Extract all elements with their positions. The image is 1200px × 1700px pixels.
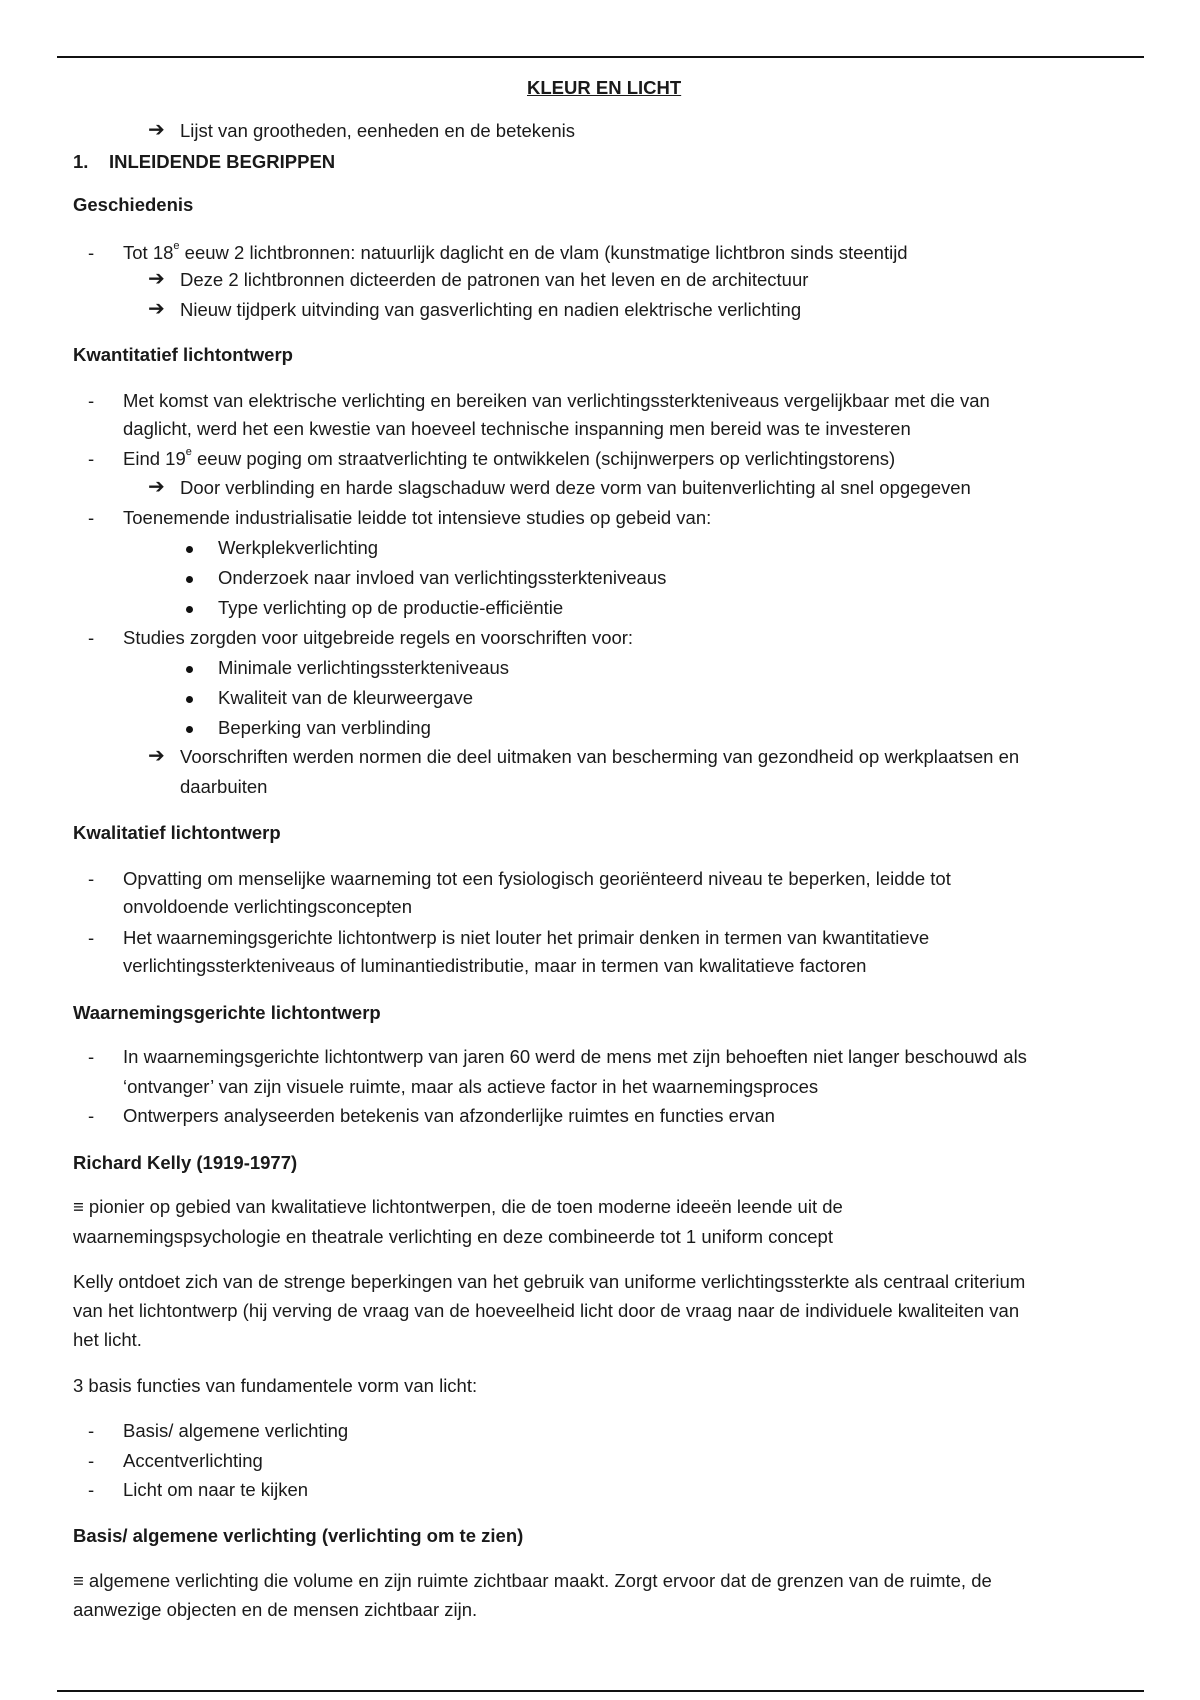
dash-bullet: - bbox=[88, 1105, 95, 1126]
heading-kwalitatief: Kwalitatief lichtontwerp bbox=[73, 822, 281, 843]
kelly-p1-line-1: ≡ pionier op gebied van kwalitatieve lichtontwerpen, die de toen moderne ideeën leende uit de bbox=[73, 1196, 843, 1217]
bullet-list-item: Kwaliteit van de kleurweergave bbox=[218, 687, 474, 708]
function-item: Licht om naar te kijken bbox=[123, 1479, 309, 1500]
arrow-icon: ➔ bbox=[148, 298, 165, 320]
heading-kwantitatief: Kwantitatief lichtontwerp bbox=[73, 344, 293, 365]
heading-richard-kelly: Richard Kelly (1919-1977) bbox=[73, 1152, 298, 1173]
kelly-p2-line-3: het licht. bbox=[73, 1329, 142, 1350]
kwantitatief-item-2: Eind 19e eeuw poging om straatverlichting te ontwikkelen (schijnwerpers op verlichtingstorens) bbox=[123, 446, 896, 469]
kelly-p2-line-1: Kelly ontdoet zich van de strenge beperkingen van het gebruik van uniforme verlichtingssterkte als centraal criterium bbox=[73, 1271, 1026, 1292]
dash-bullet: - bbox=[88, 1046, 95, 1067]
dash-bullet: - bbox=[88, 627, 95, 648]
heading-waarnemingsgericht: Waarnemingsgerichte lichtontwerp bbox=[73, 1002, 381, 1023]
bullet-dot bbox=[186, 666, 193, 673]
bullet-list-item: Werkplekverlichting bbox=[218, 537, 379, 558]
bullet-dot bbox=[186, 546, 193, 553]
intro-arrow-text: Lijst van grootheden, eenheden en de betekenis bbox=[180, 120, 575, 141]
geschiedenis-item-1: Tot 18e eeuw 2 lichtbronnen: natuurlijk daglicht en de vlam (kunstmatige lichtbron sinds steentijd bbox=[123, 240, 908, 263]
function-item: Basis/ algemene verlichting bbox=[123, 1420, 349, 1441]
kwantitatief-item-4: Studies zorgden voor uitgebreide regels en voorschriften voor: bbox=[123, 627, 634, 648]
waarneming-item-2: Ontwerpers analyseerden betekenis van afzonderlijke ruimtes en functies ervan bbox=[123, 1105, 775, 1126]
kelly-p3: 3 basis functies van fundamentele vorm van licht: bbox=[73, 1375, 478, 1396]
kwalitatief-item-2-line-1: Het waarnemingsgerichte lichtontwerp is niet louter het primair denken in termen van kwantitatieve bbox=[123, 927, 930, 948]
bottom-rule bbox=[57, 1690, 1144, 1692]
arrow-icon: ➔ bbox=[148, 745, 165, 767]
dash-bullet: - bbox=[88, 1450, 95, 1471]
dash-bullet: - bbox=[88, 868, 95, 889]
bullet-list-item: Beperking van verblinding bbox=[218, 717, 431, 738]
waarneming-item-1-line-1: In waarnemingsgerichte lichtontwerp van jaren 60 werd de mens met zijn behoeften niet langer beschouwd als bbox=[123, 1046, 1027, 1067]
dash-bullet: - bbox=[88, 390, 95, 411]
kwantitatief-arrow-2-line-1: Voorschriften werden normen die deel uitmaken van bescherming van gezondheid op werkplaatsen en bbox=[180, 746, 1020, 767]
bullet-dot bbox=[186, 576, 193, 583]
kwalitatief-item-1-line-2: onvoldoende verlichtingsconcepten bbox=[123, 896, 413, 917]
kelly-p2-line-2: van het lichtontwerp (hij verving de vraag van de hoeveelheid licht door de vraag naar de individuele kwaliteiten van bbox=[73, 1300, 1020, 1321]
function-item: Accentverlichting bbox=[123, 1450, 263, 1471]
bullet-list-item: Onderzoek naar invloed van verlichtingssterkteniveaus bbox=[218, 567, 667, 588]
kwalitatief-item-1-line-1: Opvatting om menselijke waarneming tot een fysiologisch georiënteerd niveau te beperken, leidde tot bbox=[123, 868, 951, 889]
section-title: INLEIDENDE BEGRIPPEN bbox=[109, 151, 336, 172]
geschiedenis-arrow-1: Deze 2 lichtbronnen dicteerden de patronen van het leven en de architectuur bbox=[180, 269, 809, 290]
basis-p1-line-1: ≡ algemene verlichting die volume en zijn ruimte zichtbaar maakt. Zorgt ervoor dat de grenzen van de ruimte, de bbox=[73, 1570, 992, 1591]
waarneming-item-1-line-2: ‘ontvanger’ van zijn visuele ruimte, maar als actieve factor in het waarnemingsproces bbox=[123, 1076, 819, 1097]
bullet-dot bbox=[186, 726, 193, 733]
dash-bullet: - bbox=[88, 1479, 95, 1500]
geschiedenis-arrow-2: Nieuw tijdperk uitvinding van gasverlichting en nadien elektrische verlichting bbox=[180, 299, 802, 320]
kwantitatief-arrow-2-line-2: daarbuiten bbox=[180, 776, 268, 797]
dash-bullet: - bbox=[88, 448, 95, 469]
kelly-p1-line-2: waarnemingspsychologie en theatrale verlichting en deze combineerde tot 1 uniform concept bbox=[73, 1226, 833, 1247]
top-rule bbox=[57, 56, 1144, 58]
dash-bullet: - bbox=[88, 1420, 95, 1441]
arrow-icon: ➔ bbox=[148, 119, 165, 141]
bullet-dot bbox=[186, 696, 193, 703]
heading-geschiedenis: Geschiedenis bbox=[73, 194, 194, 215]
dash-bullet: - bbox=[88, 507, 95, 528]
bullet-list-item: Minimale verlichtingssterkteniveaus bbox=[218, 657, 509, 678]
arrow-icon: ➔ bbox=[148, 476, 165, 498]
page-title: KLEUR EN LICHT bbox=[527, 77, 682, 98]
dash-bullet: - bbox=[88, 242, 95, 263]
dash-bullet: - bbox=[88, 927, 95, 948]
basis-p1-line-2: aanwezige objecten en de mensen zichtbaar zijn. bbox=[73, 1599, 478, 1620]
heading-basis-verlichting: Basis/ algemene verlichting (verlichting om te zien) bbox=[73, 1525, 524, 1546]
bullet-dot bbox=[186, 606, 193, 613]
kwantitatief-item-1-line-2: daglicht, werd het een kwestie van hoeveel technische inspanning men bereid was te investeren bbox=[123, 418, 911, 439]
section-number: 1. bbox=[73, 151, 89, 172]
kwantitatief-arrow-1: Door verblinding en harde slagschaduw werd deze vorm van buitenverlichting al snel opgegeven bbox=[180, 477, 971, 498]
bullet-list-item: Type verlichting op de productie-efficiëntie bbox=[218, 597, 564, 618]
kwalitatief-item-2-line-2: verlichtingssterkteniveaus of luminantiedistributie, maar in termen van kwalitatieve factoren bbox=[123, 955, 867, 976]
arrow-icon: ➔ bbox=[148, 268, 165, 290]
kwantitatief-item-3: Toenemende industrialisatie leidde tot intensieve studies op gebeid van: bbox=[123, 507, 712, 528]
kwantitatief-item-1-line-1: Met komst van elektrische verlichting en bereiken van verlichtingssterkteniveaus vergelijkbaar met die van bbox=[123, 390, 990, 411]
